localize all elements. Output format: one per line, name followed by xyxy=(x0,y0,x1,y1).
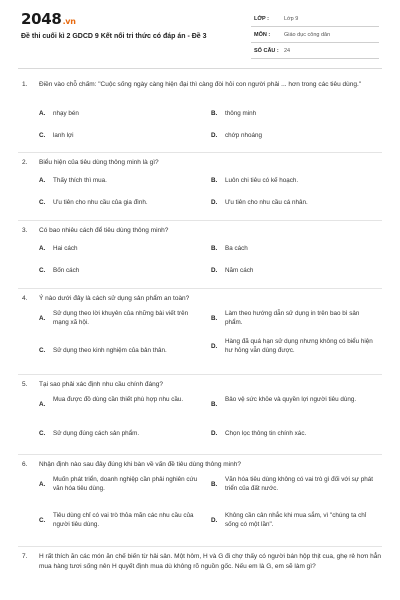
question-text: Biểu hiện của tiêu dùng thông minh là gì? xyxy=(39,159,159,166)
meta-value: 24 xyxy=(284,48,291,54)
question-number: 5. xyxy=(22,381,28,388)
question-item xyxy=(0,549,400,589)
meta-key: SỐ CÂU : xyxy=(254,48,279,54)
exam-meta-table xyxy=(251,11,379,59)
option-list: A. Hai cách B. Ba cách C. Bốn cách D. Năm cách xyxy=(39,245,254,274)
meta-value: Lớp 9 xyxy=(284,16,299,22)
meta-key: LỚP : xyxy=(254,16,269,22)
question-divider xyxy=(18,374,382,375)
question-number: 7. xyxy=(22,553,28,560)
question-item xyxy=(0,291,400,377)
question-text: Tại sao phải xác định nhu cầu chính đáng? xyxy=(39,381,163,388)
option-list: A. Thấy thích thì mua. B. Luôn chi tiêu có kế hoạch. C. Ưu tiên cho nhu cầu của gia đình. D. Ưu tiên cho nhu cầu cá nhân. xyxy=(39,177,308,206)
option-list: A. Mua được đồ dùng cần thiết phù hợp nhu cầu. B. Bảo vệ sức khỏe và quyền lợi người tiêu dùng. C. Sử dụng đúng cách sản phẩm. D. Chọn lọc thông tin chính xác. xyxy=(39,396,357,437)
question-item xyxy=(0,377,400,457)
question-text: Ý nào dưới đây là cách sử dụng sản phẩm an toàn? xyxy=(39,295,190,302)
question-number: 1. xyxy=(22,81,28,88)
option-list: A. nhạy bén B. thông minh C. lanh lợi D. chớp nhoáng xyxy=(39,110,263,139)
page-title: Đề thi cuối kì 2 GDCD 9 Kết nối tri thức có đáp án - Đề 3 xyxy=(21,33,207,40)
question-divider xyxy=(18,288,382,289)
page-header xyxy=(0,0,400,62)
question-divider xyxy=(18,152,382,153)
option-list: A. Sử dụng theo lời khuyên của những bài viết trên mạng xã hội. B. Làm theo hướng dẫn sử dụng in trên bao bì sản phẩm. C. Sử dụng theo kinh nghiệm của bản thân. D. Hàng đã quá hạn sử dụng nhưng không có biểu hiện hư hỏng vẫn dùng được. xyxy=(39,310,373,354)
question-text: H rất thích ăn các món ăn chế biến từ hải sản. Một hôm, H và G đi chợ thấy có người bán hộp thịt cua, ghẹ rẻ hơn hẳn mua hàng tươi sống nên H quyết định mua dù không rõ nguồn gốc. Nếu em là G, em sẽ làm gì? xyxy=(39,553,381,570)
question-divider xyxy=(18,220,382,221)
question-divider xyxy=(18,546,382,547)
question-item xyxy=(0,223,400,291)
option-list: A. Muốn phát triển, doanh nghiệp cần phải nghiên cứu văn hóa tiêu dùng. B. Văn hóa tiêu dùng không có vai trò gì đối với sự phát triển của đất nước. C. Tiêu dùng chỉ có vai trò thỏa mãn các nhu cầu của người tiêu dùng. D. Không cần cân nhắc khi mua sắm, vì "chúng ta chỉ sống có một lần". xyxy=(39,476,374,528)
meta-row-subject xyxy=(251,27,379,43)
question-item xyxy=(0,155,400,223)
meta-value: Giáo dục công dân xyxy=(284,32,331,38)
site-logo[interactable]: 2048.vn xyxy=(21,10,76,28)
meta-key: MÔN : xyxy=(254,32,271,38)
question-number: 6. xyxy=(22,461,28,468)
question-item xyxy=(0,457,400,549)
question-number: 3. xyxy=(22,227,28,234)
question-text: Điền vào chỗ chấm: "Cuộc sống ngày càng hiện đại thì càng đòi hỏi con người phải ... hơn trong các tiêu dùng." xyxy=(39,81,362,88)
question-item xyxy=(0,77,400,155)
question-number: 2. xyxy=(22,159,28,166)
header-divider xyxy=(18,68,382,69)
question-number: 4. xyxy=(22,295,28,302)
meta-row-count xyxy=(251,43,379,59)
question-list xyxy=(0,77,400,589)
question-divider xyxy=(18,454,382,455)
question-text: Có bao nhiêu cách để tiêu dùng thông minh? xyxy=(39,227,169,234)
question-text: Nhận định nào sau đây đúng khi bàn về vấn đề tiêu dùng thông minh? xyxy=(39,461,242,468)
meta-row-class xyxy=(251,11,379,27)
